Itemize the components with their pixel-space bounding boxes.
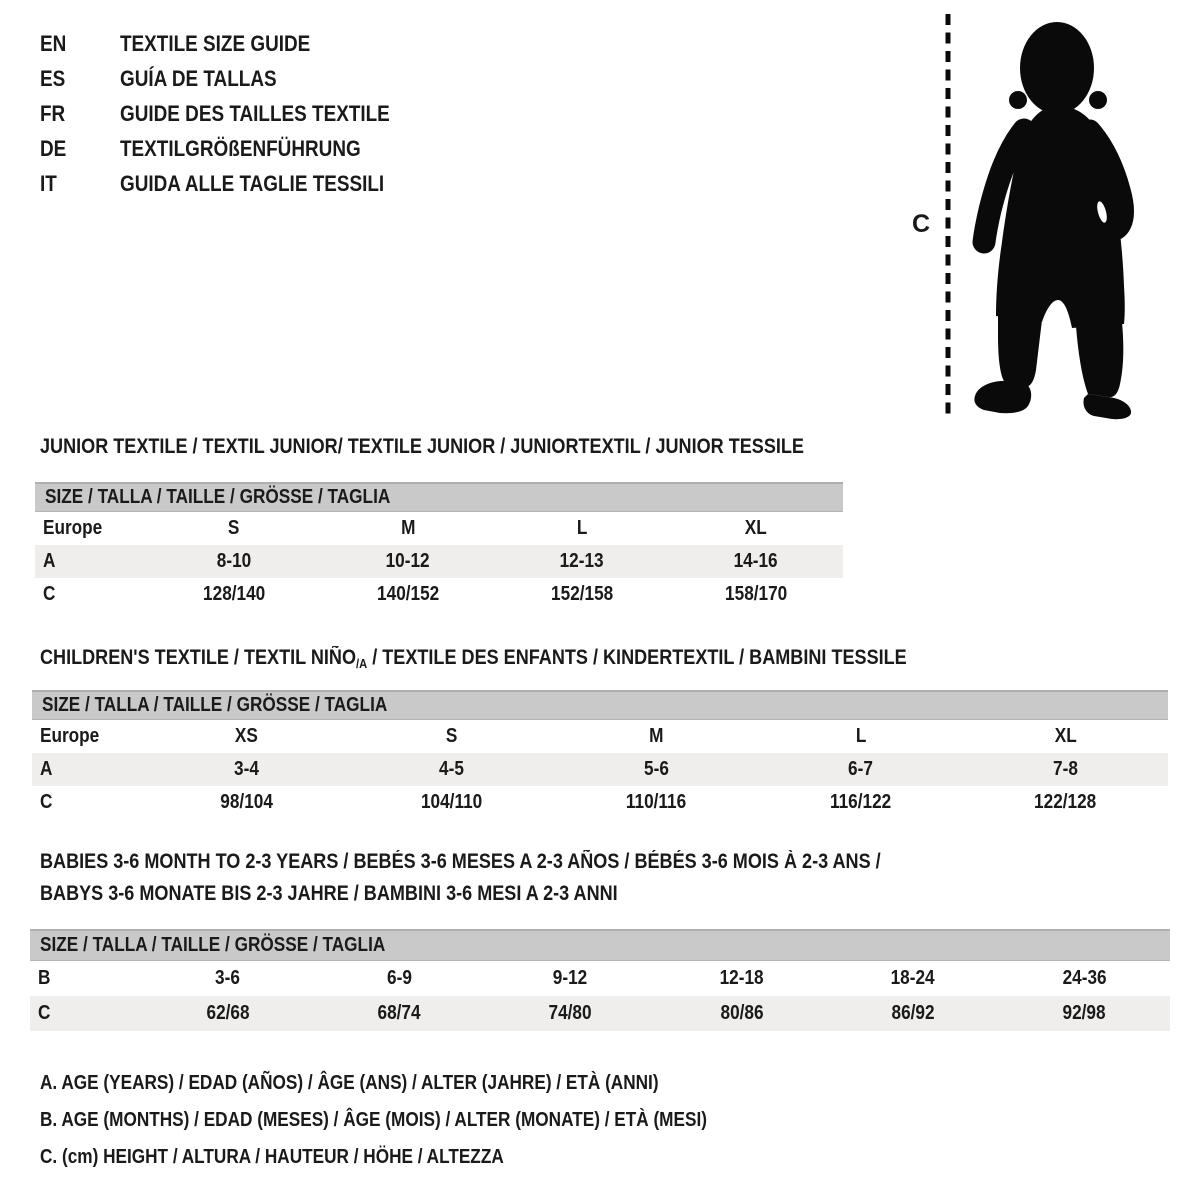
row-label: B bbox=[38, 967, 51, 989]
height-measure-label: C bbox=[912, 210, 931, 238]
lang-code: DE bbox=[40, 135, 67, 161]
table-row bbox=[35, 578, 843, 611]
babies-table bbox=[30, 961, 1170, 1031]
cell: 140/152 bbox=[376, 583, 440, 605]
cell: 86/92 bbox=[891, 1002, 935, 1024]
cell: 158/170 bbox=[724, 583, 788, 605]
height-dashed-line-icon bbox=[945, 14, 951, 418]
cell: 5-6 bbox=[643, 758, 669, 780]
language-title-list bbox=[40, 26, 434, 201]
table-row bbox=[32, 753, 1168, 786]
table-row bbox=[35, 512, 843, 545]
childrens-size-header-bar: SIZE / TALLA / TAILLE / GRÖSSE / TAGLIA bbox=[32, 690, 1168, 720]
cell: 6-9 bbox=[386, 967, 412, 989]
lang-title: TEXTILE SIZE GUIDE bbox=[120, 30, 311, 56]
row-label: Europe bbox=[43, 517, 103, 539]
cell: S bbox=[228, 517, 240, 539]
cell: M bbox=[648, 725, 664, 747]
cell: 128/140 bbox=[202, 583, 266, 605]
table-row bbox=[35, 545, 843, 578]
childrens-table-title: CHILDREN'S TEXTILE / TEXTIL NIÑO/A / TEXTILE DES ENFANTS / KINDERTEXTIL / BAMBINI TESSILE bbox=[40, 646, 907, 671]
lang-title: TEXTILGRÖßENFÜHRUNG bbox=[120, 135, 361, 161]
cell: 116/122 bbox=[830, 791, 892, 813]
cell: 152/158 bbox=[550, 583, 614, 605]
table-row bbox=[32, 786, 1168, 819]
cell: S bbox=[445, 725, 457, 747]
cell: M bbox=[400, 517, 416, 539]
row-label: C bbox=[40, 791, 53, 813]
cell: 12-18 bbox=[719, 967, 764, 989]
childrens-table bbox=[32, 720, 1168, 819]
cell: 98/104 bbox=[220, 791, 273, 813]
lang-title: GUÍA DE TALLAS bbox=[120, 65, 277, 91]
cell: L bbox=[576, 517, 588, 539]
cell: 68/74 bbox=[377, 1002, 421, 1024]
cell: XL bbox=[745, 517, 767, 539]
table-row bbox=[32, 720, 1168, 753]
cell: 9-12 bbox=[553, 967, 588, 989]
cell: 24-36 bbox=[1062, 967, 1107, 989]
cell: 14-16 bbox=[734, 550, 778, 572]
junior-table-title: JUNIOR TEXTILE / TEXTIL JUNIOR/ TEXTILE JUNIOR / JUNIORTEXTIL / JUNIOR TESSILE bbox=[40, 435, 804, 458]
lang-code: EN bbox=[40, 30, 67, 56]
lang-row-it bbox=[40, 166, 434, 201]
cell: 18-24 bbox=[890, 967, 935, 989]
cell: 80/86 bbox=[720, 1002, 764, 1024]
lang-code: IT bbox=[40, 170, 57, 196]
cell: 6-7 bbox=[848, 758, 874, 780]
row-label: C bbox=[38, 1002, 51, 1024]
junior-table bbox=[35, 512, 843, 611]
cell: 110/116 bbox=[625, 791, 687, 813]
measurement-legend bbox=[40, 1065, 816, 1176]
lang-code: FR bbox=[40, 100, 66, 126]
row-label: A bbox=[40, 758, 53, 780]
cell: L bbox=[855, 725, 867, 747]
cell: 8-10 bbox=[216, 550, 252, 572]
cell: 62/68 bbox=[206, 1002, 250, 1024]
cell: 74/80 bbox=[548, 1002, 592, 1024]
junior-size-header-bar: SIZE / TALLA / TAILLE / GRÖSSE / TAGLIA bbox=[35, 482, 843, 512]
lang-row-de bbox=[40, 131, 434, 166]
row-label: A bbox=[43, 550, 56, 572]
row-label: C bbox=[43, 583, 56, 605]
cell: 3-6 bbox=[215, 967, 241, 989]
cell: 7-8 bbox=[1053, 758, 1079, 780]
legend-line-c: C. (cm) HEIGHT / ALTURA / HAUTEUR / HÖHE / ALTEZZA bbox=[40, 1146, 504, 1168]
lang-code: ES bbox=[40, 65, 66, 91]
cell: 12-13 bbox=[560, 550, 604, 572]
nino-a-subscript: /A bbox=[356, 656, 368, 671]
lang-row-es bbox=[40, 61, 434, 96]
legend-line-b: B. AGE (MONTHS) / EDAD (MESES) / ÂGE (MOIS) / ALTER (MONATE) / ETÀ (MESI) bbox=[40, 1109, 707, 1131]
row-label: Europe bbox=[40, 725, 100, 747]
toddler-silhouette-icon bbox=[960, 18, 1140, 422]
babies-table-title-line2: BABYS 3-6 MONATE BIS 2-3 JAHRE / BAMBINI 3-6 MESI A 2-3 ANNI bbox=[40, 882, 618, 905]
legend-line-a: A. AGE (YEARS) / EDAD (AÑOS) / ÂGE (ANS) / ALTER (JAHRE) / ETÀ (ANNI) bbox=[40, 1072, 659, 1094]
lang-row-fr bbox=[40, 96, 434, 131]
cell: XS bbox=[234, 725, 258, 747]
lang-row-en bbox=[40, 26, 434, 61]
cell: 122/128 bbox=[1034, 791, 1097, 813]
table-row bbox=[30, 996, 1170, 1031]
cell: 3-4 bbox=[233, 758, 259, 780]
table-row bbox=[30, 961, 1170, 996]
cell: XL bbox=[1054, 725, 1077, 747]
lang-title: GUIDA ALLE TAGLIE TESSILI bbox=[120, 170, 385, 196]
cell: 4-5 bbox=[438, 758, 464, 780]
cell: 92/98 bbox=[1062, 1002, 1106, 1024]
cell: 104/110 bbox=[420, 791, 482, 813]
babies-size-header-bar: SIZE / TALLA / TAILLE / GRÖSSE / TAGLIA bbox=[30, 929, 1170, 961]
babies-table-title-line1: BABIES 3-6 MONTH TO 2-3 YEARS / BEBÉS 3-6 MESES A 2-3 AÑOS / BÉBÉS 3-6 MOIS À 2-3 ANS / bbox=[40, 850, 881, 873]
lang-title: GUIDE DES TAILLES TEXTILE bbox=[120, 100, 390, 126]
cell: 10-12 bbox=[386, 550, 430, 572]
